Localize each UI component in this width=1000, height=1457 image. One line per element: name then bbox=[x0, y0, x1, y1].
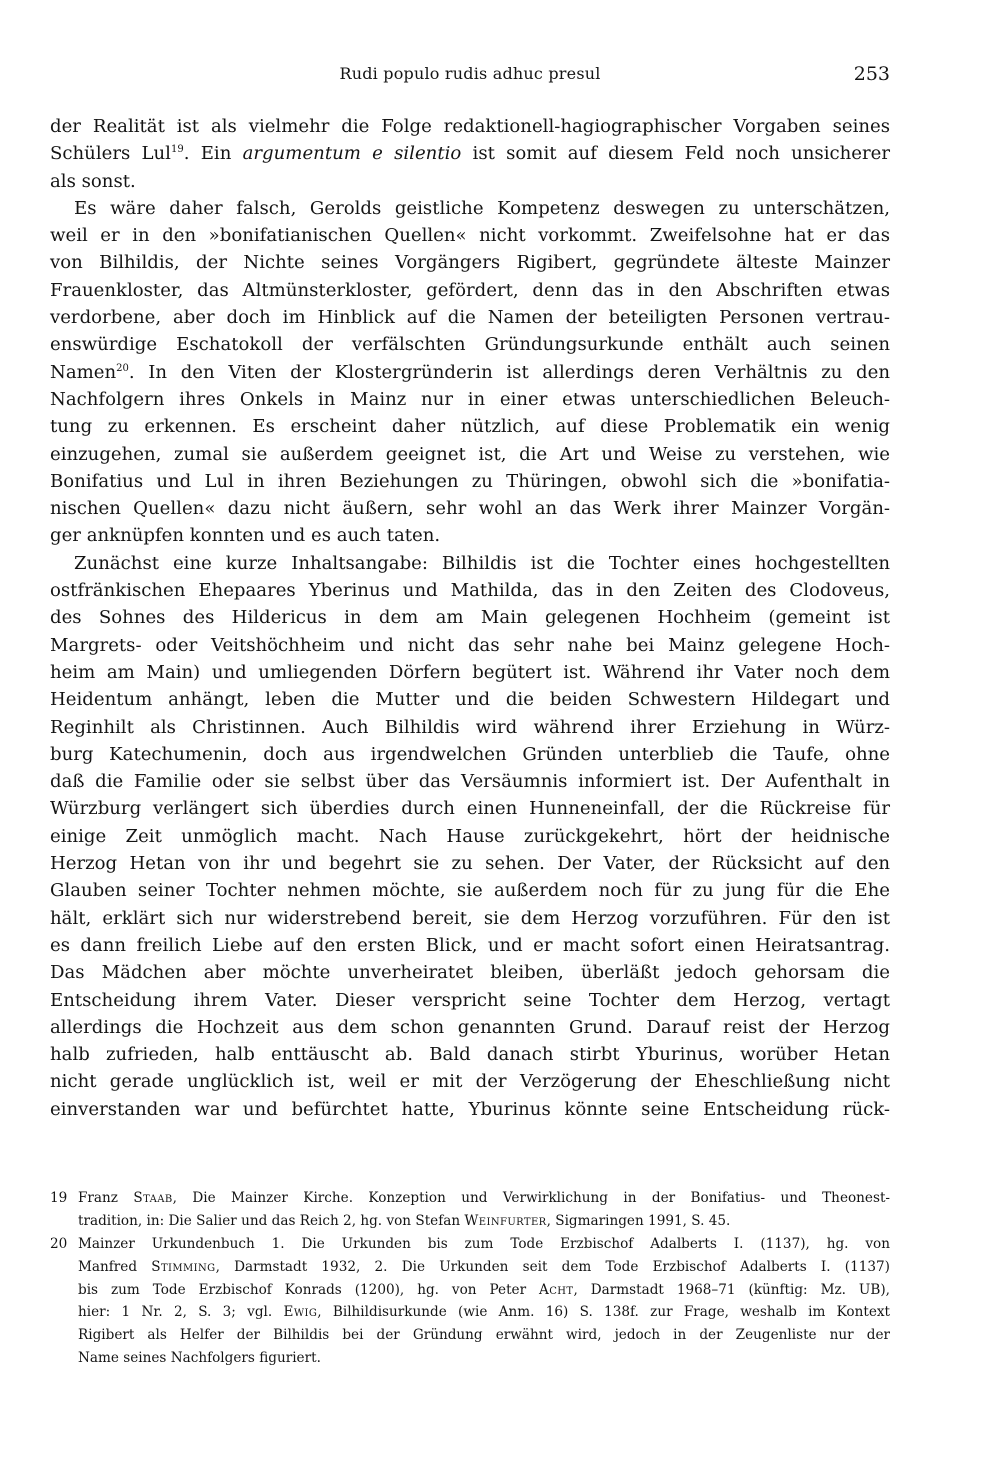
text-line: Heidentum anhängt, leben die Mutter und die beiden Schwestern Hildegart und bbox=[50, 689, 890, 711]
footnote-number: 19 bbox=[50, 1190, 68, 1206]
text-line: Das Mädchen aber möchte unverheiratet bleiben, überläßt jedoch gehorsam die bbox=[50, 962, 890, 984]
footnote-number: 20 bbox=[50, 1235, 68, 1252]
text-line: weil er in den »bonifatianischen Quellen« nicht vorkommt. Zweifelsohne hat er das bbox=[50, 225, 890, 247]
text-line: Frauenkloster, das Altmünsterkloster, gefördert, denn das in den Abschriften etwas bbox=[50, 279, 890, 301]
text-line: nicht gerade unglücklich ist, weil er mit der Verzögerung der Eheschließung nicht bbox=[50, 1071, 890, 1093]
author-name: Stimming bbox=[151, 1258, 216, 1275]
text-line: Namen$^{20}$. In den Viten der Klostergründerin ist allerdings deren Verhältnis zu den bbox=[50, 361, 890, 383]
text-line: Entscheidung ihrem Vater. Dieser verspricht seine Tochter dem Herzog, vertagt bbox=[50, 989, 890, 1011]
main-text bbox=[50, 113, 890, 1123]
page-number: 253 bbox=[853, 63, 890, 85]
footnotes bbox=[50, 1187, 890, 1370]
text-line: Würzburg verlängert sich überdies durch einen Hunneneinfall, der die Rückreise für bbox=[50, 798, 890, 820]
text-line: Schülers Lul$^{19}$. Ein argumentum e silentio ist somit auf diesem Feld noch unsicherer bbox=[50, 143, 890, 165]
text-line: als sonst. bbox=[50, 170, 136, 192]
text-line: ger anknüpfen konnten und es auch taten. bbox=[50, 525, 441, 547]
text-line: der Realität ist als vielmehr die Folge redaktionell-hagiographischer Vorgaben seines bbox=[50, 116, 890, 137]
text-line: ostfränkischen Ehepaares Yberinus und Mathilda, das in den Zeiten des Clodoveus, bbox=[50, 580, 890, 602]
text-line: Es wäre daher falsch, Gerolds geistliche Kompetenz deswegen zu unterschätzen, bbox=[74, 197, 890, 219]
footnote-19: 19 Franz Staab, Die Mainzer Kirche. Konzeption und Verwirklichung in der Bonifatius- und Theonest- bbox=[50, 1187, 890, 1210]
text-line: enswürdige Eschatokoll der verfälschten Gründungsurkunde enthält auch seinen bbox=[50, 334, 890, 356]
text-line: es dann freilich Liebe auf den ersten Blick, und er macht sofort einen Heiratsantrag. bbox=[50, 934, 890, 956]
text-line: burg Katechumenin, doch aus irgendwelchen Gründen unterblieb die Taufe, ohne bbox=[50, 743, 890, 765]
author-name: Ewig bbox=[283, 1304, 318, 1321]
italic-phrase: argumentum e silentio bbox=[242, 143, 462, 165]
running-title: Rudi populo rudis adhuc presul bbox=[339, 64, 601, 83]
text-line: von Bilhildis, der Nichte seines Vorgängers Rigibert, gegründete älteste Mainzer bbox=[50, 252, 890, 274]
text-line: einverstanden war und befürchtet hatte, Yburinus könnte seine Entscheidung rück- bbox=[50, 1098, 890, 1120]
footnote-line: Manfred Stimming, Darmstadt 1932, 2. Die Urkunden seit dem Tode Erzbischof Adalberts I. (1137) bbox=[78, 1258, 890, 1275]
footnote-20: 20 Mainzer Urkundenbuch 1. Die Urkunden bis zum Tode Erzbischof Adalberts I. (1137), hg. von bbox=[50, 1233, 890, 1256]
text-line: des Sohnes des Hildericus in dem am Main gelegenen Hochheim (gemeint ist bbox=[50, 607, 890, 629]
footnote-ref-19: 19 bbox=[170, 144, 184, 156]
text-line: einzugehen, zumal sie außerdem geeignet ist, die Art und Weise zu verstehen, wie bbox=[50, 443, 890, 465]
text-line: tung zu erkennen. Es erscheint daher nützlich, auf diese Problematik ein wenig bbox=[50, 416, 890, 438]
footnote-line: Rigibert als Helfer der Bilhildis bei der Gründung erwähnt wird, jedoch in der Zeugenliste nur der bbox=[78, 1327, 890, 1344]
text-line: heim am Main) und umliegenden Dörfern begütert ist. Während ihr Vater noch dem bbox=[50, 661, 890, 683]
text-line: Margrets- oder Veitshöchheim und nicht das sehr nahe bei Mainz gelegene Hoch- bbox=[50, 634, 890, 656]
text-line: einige Zeit unmöglich macht. Nach Hause zurückgekehrt, hört der heidnische bbox=[50, 825, 890, 847]
text-line: Zunächst eine kurze Inhaltsangabe: Bilhildis ist die Tochter eines hochgestellten bbox=[74, 552, 890, 574]
text-line: Glauben seiner Tochter nehmen möchte, sie außerdem noch für zu jung für die Ehe bbox=[50, 880, 890, 902]
author-name: Staab bbox=[133, 1190, 173, 1206]
text-line: daß die Familie oder sie selbst über das Versäumnis informiert ist. Der Aufenthalt in bbox=[50, 771, 890, 793]
footnote-ref-20: 20 bbox=[116, 362, 129, 374]
running-head bbox=[50, 60, 890, 88]
text-line: Bonifatius und Lul in ihren Beziehungen zu Thüringen, obwohl sich die »bonifatia- bbox=[50, 470, 890, 492]
text-line: Nachfolgern ihres Onkels in Mainz nur in einer etwas unterschiedlichen Beleuch- bbox=[50, 388, 890, 410]
text-line: allerdings die Hochzeit aus dem schon genannten Grund. Darauf reist der Herzog bbox=[50, 1016, 890, 1038]
author-name: Weinfurter bbox=[464, 1212, 547, 1229]
text-line: Herzog Hetan von ihr und begehrt sie zu sehen. Der Vater, der Rücksicht auf den bbox=[50, 853, 890, 875]
footnote-line: tradition, in: Die Salier und das Reich 2, hg. von Stefan Weinfurter, Sigmaringen 1991, S. 45. bbox=[78, 1212, 731, 1229]
text-line: nischen Quellen« dazu nicht äußern, sehr wohl an das Werk ihrer Mainzer Vorgän- bbox=[50, 498, 890, 520]
footnote-line: Name seines Nachfolgers figuriert. bbox=[78, 1350, 321, 1367]
text-line: halb zufrieden, halb enttäuscht ab. Bald danach stirbt Yburinus, worüber Hetan bbox=[50, 1044, 890, 1066]
text-line: Reginhilt als Christinnen. Auch Bilhildis wird während ihrer Erziehung in Würz- bbox=[50, 716, 890, 738]
footnote-line: bis zum Tode Erzbischof Konrads (1200), hg. von Peter Acht, Darmstadt 1968–71 (künftig: Mz. UB), bbox=[78, 1281, 890, 1298]
author-name: Acht bbox=[539, 1281, 574, 1298]
footnote-line: hier: 1 Nr. 2, S. 3; vgl. Ewig, Bilhildisurkunde (wie Anm. 16) S. 138f. zur Frage, weshalb im Kontext bbox=[78, 1304, 890, 1321]
text-line: hält, erklärt sich nur widerstrebend bereit, sie dem Herzog vorzuführen. Für den ist bbox=[50, 907, 890, 929]
text-line: verdorbene, aber doch im Hinblick auf die Namen der beteiligten Personen vertrau- bbox=[50, 307, 890, 329]
